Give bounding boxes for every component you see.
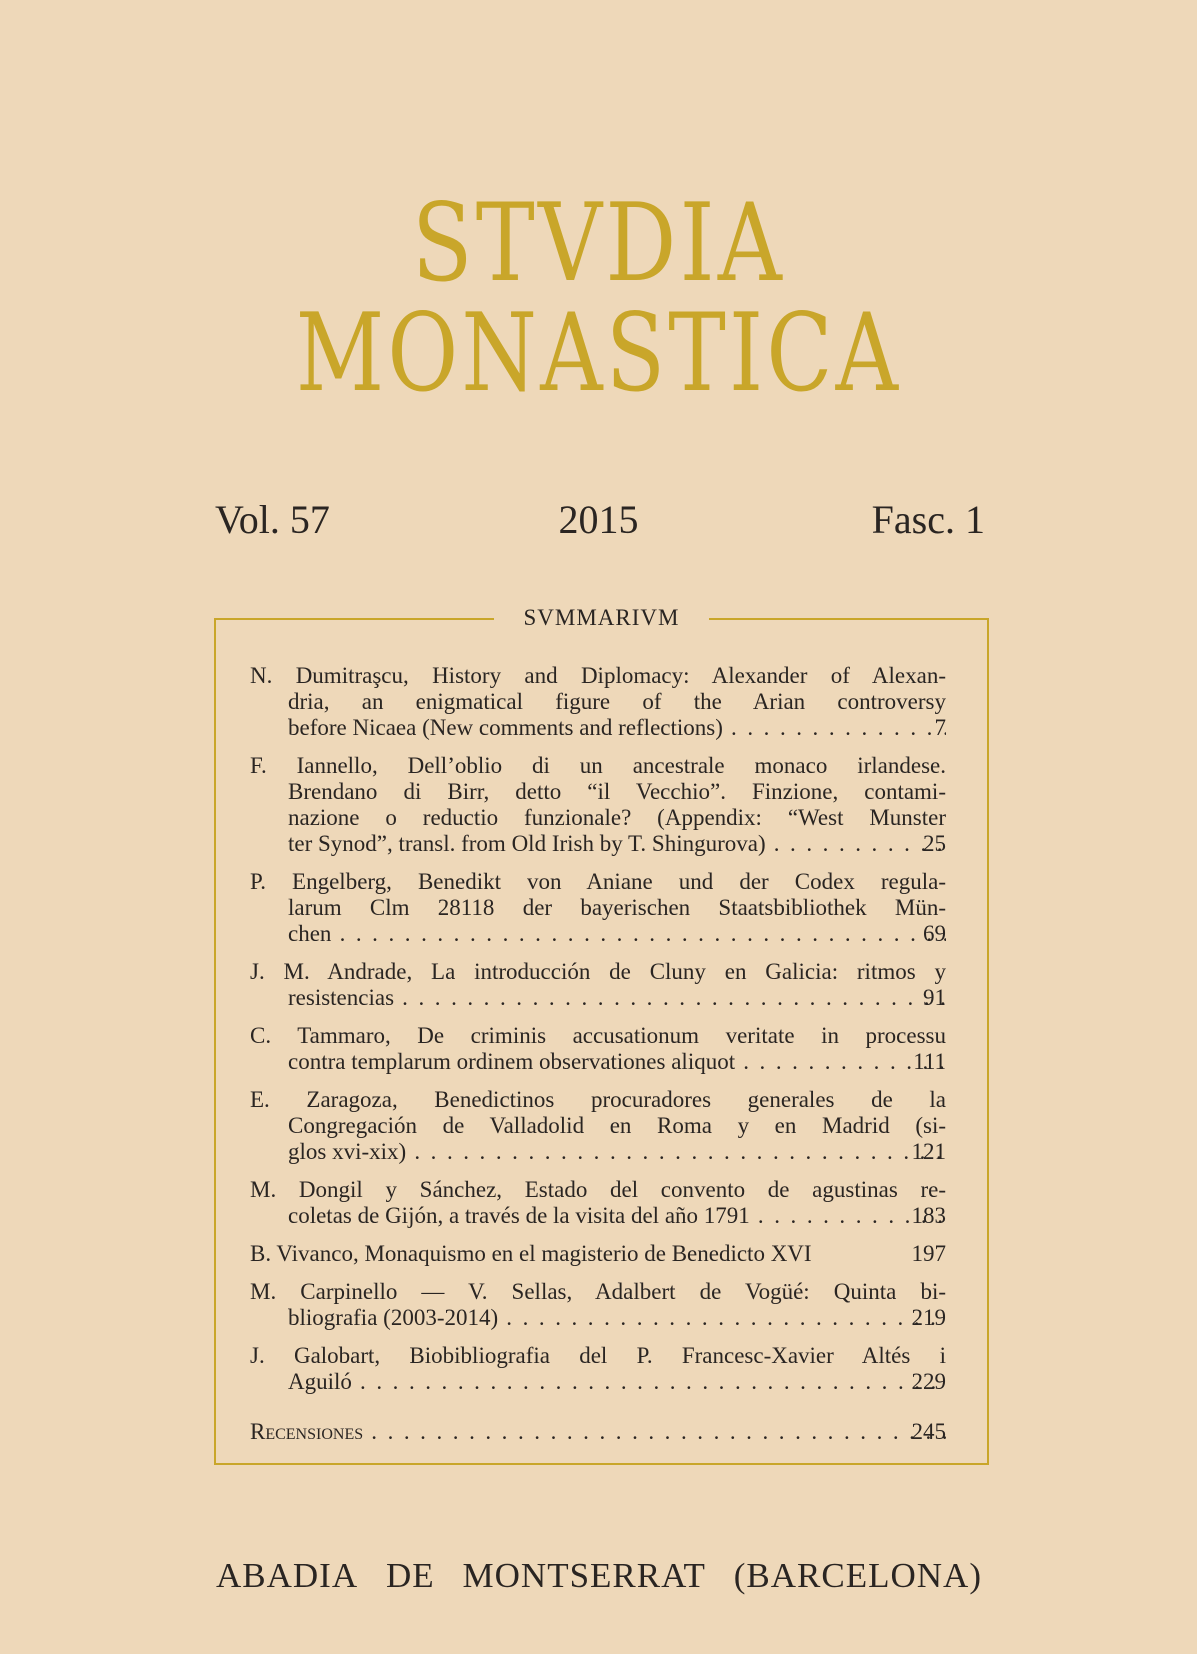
toc-entry[interactable] (250, 1023, 946, 1075)
toc-page-number: 229 (911, 1369, 946, 1394)
publisher-word: MONTSERRAT (462, 1556, 706, 1595)
toc-entry[interactable] (250, 959, 946, 1011)
toc-entry[interactable] (250, 753, 946, 857)
toc-entry[interactable] (250, 1419, 946, 1445)
toc-page-number: 69 (923, 921, 946, 946)
toc-entry-line: before Nicaea (New comments and reflections) (288, 715, 723, 740)
toc-entry-line: P. Engelberg, Benedikt von Aniane und der Codex regula- (250, 869, 946, 894)
toc-entry-line: contra templarum ordinem observationes aliquot (288, 1049, 736, 1074)
toc-entry-line: Aguiló (288, 1369, 352, 1394)
publisher-word: DE (385, 1556, 435, 1595)
toc-page-number: 183 (911, 1203, 946, 1228)
toc-entry-line: bliografia (2003-2014) (288, 1305, 499, 1330)
toc-entry-line: N. Dumitraşcu, History and Diplomacy: Alexander of Alexan- (250, 663, 946, 688)
toc-entry-line: ter Synod”, transl. from Old Irish by T. Shingurova) (288, 831, 766, 856)
toc-page-number: 25 (923, 831, 946, 856)
toc-entry[interactable] (250, 869, 946, 947)
toc-page-number: 7 (934, 715, 946, 740)
toc-entry-line: coletas de Gijón, a través de la visita del año 1791 (288, 1203, 750, 1228)
toc-entry-line: glos xvi-xix) (288, 1139, 407, 1164)
toc-entry[interactable] (250, 1087, 946, 1165)
toc-entry-line: J. Galobart, Biobibliografia del P. Francesc-Xavier Altés i (250, 1343, 946, 1368)
toc-entry[interactable] (250, 1177, 946, 1229)
toc-page-number: 197 (911, 1241, 946, 1266)
toc-entry[interactable] (250, 1279, 946, 1331)
publisher-word: (BARCELONA) (733, 1556, 982, 1595)
toc-page-number: 91 (923, 985, 946, 1010)
summary-box (214, 605, 989, 1465)
toc-entry-line: M. Carpinello — V. Sellas, Adalbert de Vogüé: Quinta bi- (250, 1279, 946, 1304)
publisher-line (216, 1556, 982, 1596)
toc-entry[interactable] (250, 1241, 946, 1267)
toc-entry-line: J. M. Andrade, La introducción de Cluny en Galicia: ritmos y (250, 959, 946, 984)
toc-entry-line: chen (288, 921, 332, 946)
toc-entry-line: Brendano di Birr, detto “il Vecchio”. Finzione, contami- (288, 779, 946, 804)
toc-entry-line: dria, an enigmatical figure of the Arian controversy (288, 689, 946, 714)
year-label: 2015 (558, 497, 639, 542)
journal-title-line1: STVDIA (411, 181, 786, 306)
summary-heading: SVMMARIVM (494, 605, 710, 630)
toc-page-number: 121 (911, 1139, 946, 1164)
toc-entry[interactable] (250, 663, 946, 741)
toc-page-number: 219 (911, 1305, 946, 1330)
volume-label: Vol. 57 (215, 497, 330, 542)
toc-entry-line: Congregación de Valladolid en Roma y en Madrid (si- (288, 1113, 946, 1138)
fascicle-label: Fasc. 1 (871, 497, 985, 542)
toc-entry-line: E. Zaragoza, Benedictinos procuradores generales de la (250, 1087, 946, 1112)
toc-entry-line: Recensiones (250, 1419, 364, 1444)
publisher-word: ABADIA (216, 1556, 359, 1595)
toc-entry-line: larum Clm 28118 der bayerischen Staatsbibliothek Mün- (288, 895, 946, 920)
toc-entry-line: B. Vivanco, Monaquismo en el magisterio de Benedicto XVI (250, 1241, 812, 1266)
journal-title-line2: MONASTICA (295, 291, 902, 416)
toc-entry-line: F. Iannello, Dell’oblio di un ancestrale monaco irlandese. (250, 753, 946, 778)
toc-page-number: 245 (911, 1419, 946, 1444)
toc-entry-line: C. Tammaro, De criminis accusationum veritate in processu (250, 1023, 946, 1048)
toc-entry-line: M. Dongil y Sánchez, Estado del convento de agustinas re- (250, 1177, 946, 1202)
toc-page-number: 111 (913, 1049, 946, 1074)
toc-entry-line: resistencias (288, 985, 395, 1010)
toc-entry-line: nazione o reductio funzionale? (Appendix: “West Munster (288, 805, 946, 830)
toc-entry[interactable] (250, 1343, 946, 1395)
table-of-contents (250, 663, 946, 1457)
